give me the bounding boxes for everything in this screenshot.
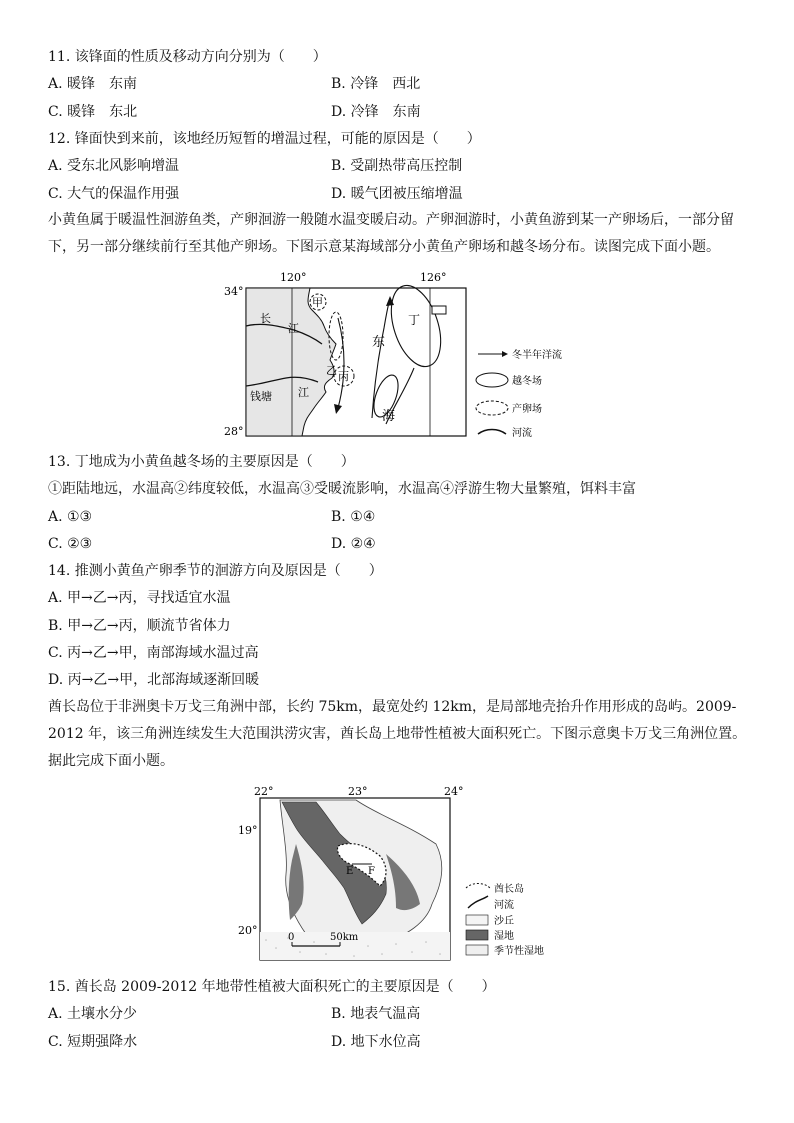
- q13-option-d[interactable]: D. ②④: [331, 536, 376, 552]
- legend-dune-symbol: [466, 915, 488, 925]
- lat-20-label: 20°: [238, 924, 258, 937]
- lat-19-label: 19°: [238, 824, 258, 837]
- river-chang-label: 长: [260, 312, 271, 325]
- q11-option-b[interactable]: B. 冷锋 西北: [331, 76, 421, 92]
- q11-option-a[interactable]: A. 暖锋 东南: [48, 76, 138, 92]
- river-jiang-label: 江: [288, 322, 299, 335]
- legend-island-label: 酋长岛: [494, 884, 524, 895]
- q13-option-b[interactable]: B. ①④: [331, 509, 376, 525]
- q13-option-c[interactable]: C. ②③: [48, 536, 93, 552]
- jia-label: 甲: [312, 296, 323, 309]
- q12-option-b[interactable]: B. 受副热带高压控制: [331, 158, 463, 174]
- lon-22-label: 22°: [254, 785, 274, 798]
- dong-label: 东: [372, 335, 386, 350]
- q12-option-c[interactable]: C. 大气的保温作用强: [48, 186, 180, 202]
- lat-28-label: 28°: [224, 425, 244, 438]
- legend-spawning-symbol: [476, 401, 508, 415]
- yi-label: 乙: [326, 364, 337, 377]
- q15-option-b[interactable]: B. 地表气温高: [331, 1006, 421, 1022]
- river-jiang2-label: 江: [298, 386, 309, 399]
- q14-option-a[interactable]: A. 甲→乙→丙，寻找适宜水温: [48, 590, 231, 606]
- lon-24-label: 24°: [444, 785, 464, 798]
- q13-stem: 13. 丁地成为小黄鱼越冬场的主要原因是（ ）: [48, 454, 355, 470]
- q12-option-a[interactable]: A. 受东北风影响增温: [48, 158, 180, 174]
- q12-option-d[interactable]: D. 暖气团被压缩增温: [331, 186, 463, 202]
- lat-34-label: 34°: [224, 285, 244, 298]
- bing-label: 丙: [338, 370, 349, 383]
- passage-fish: 小黄鱼属于暖温性洄游鱼类，产卵洄游一般随水温变暖启动。产卵洄游时，小黄鱼游到某一产卵场后，一部分留下，另一部分继续前行至其他产卵场。下图示意某海域部分小黄鱼产卵场和越冬场分布。读图完成下面小题。: [48, 212, 734, 255]
- legend-current-label: 冬半年洋流: [512, 350, 562, 361]
- legend-dune-label: 沙丘: [494, 916, 514, 927]
- q11-stem: 11. 该锋面的性质及移动方向分别为（ ）: [48, 49, 327, 65]
- legend-wintering-label: 越冬场: [512, 376, 542, 387]
- legend-spawning-label: 产卵场: [512, 404, 542, 415]
- passage-okavango: 酋长岛位于非洲奥卡万戈三角洲中部，长约 75km，最宽处约 12km，是局部地壳抬升作用形成的岛屿。2009-2012 年，该三角洲连续发生大范围洪涝灾害，酋长岛上地带性植被大面积死亡。下图示意奥卡万戈三角洲位置。据此完成下面小题。: [48, 699, 747, 769]
- lon-23-label: 23°: [348, 785, 368, 798]
- lon-126-label: 126°: [420, 271, 447, 284]
- legend-river-label: 河流: [512, 428, 532, 439]
- q11-option-c[interactable]: C. 暖锋 东北: [48, 104, 138, 120]
- q14-option-b[interactable]: B. 甲→乙→丙，顺流节省体力: [48, 618, 231, 634]
- q15-option-a[interactable]: A. 土壤水分少: [48, 1006, 138, 1022]
- q14-option-c[interactable]: C. 丙→乙→甲，南部海域水温过高: [48, 645, 259, 661]
- island-shape: [432, 306, 446, 314]
- okavango-map: [236, 784, 566, 962]
- scale-length: 50km: [330, 932, 359, 943]
- ding-label: 丁: [408, 313, 421, 327]
- legend-wintering-symbol: [476, 373, 508, 387]
- fish-map: [222, 268, 562, 440]
- legend-river-symbol: [468, 896, 488, 908]
- q15-stem: 15. 酋长岛 2009-2012 年地带性植被大面积死亡的主要原因是（ ）: [48, 979, 496, 995]
- label-f: F: [368, 866, 375, 877]
- lon-120-label: 120°: [280, 271, 307, 284]
- q15-option-c[interactable]: C. 短期强降水: [48, 1034, 138, 1050]
- river-qiantang-label: 钱塘: [250, 390, 272, 403]
- q14-option-d[interactable]: D. 丙→乙→甲，北部海域逐渐回暖: [48, 672, 260, 688]
- q15-option-d[interactable]: D. 地下水位高: [331, 1034, 421, 1050]
- legend-island-symbol: [466, 884, 490, 889]
- q11-option-d[interactable]: D. 冷锋 东南: [331, 104, 421, 120]
- q12-stem: 12. 锋面快到来前，该地经历短暂的增温过程，可能的原因是（ ）: [48, 131, 481, 147]
- legend-seasonal-label: 季节性湿地: [494, 946, 544, 957]
- q13-reasons: ①距陆地远，水温高②纬度较低，水温高③受暖流影响，水温高④浮游生物大量繁殖，饵料丰富: [48, 481, 636, 497]
- q13-option-a[interactable]: A. ①③: [48, 509, 93, 525]
- legend-river2-label: 河流: [494, 900, 514, 911]
- legend-seasonal-symbol: [466, 945, 488, 955]
- legend-wetland-label: 湿地: [494, 931, 514, 942]
- label-e: E: [346, 866, 354, 877]
- legend-wetland-symbol: [466, 930, 488, 940]
- scale-zero: 0: [288, 932, 295, 943]
- hai-label: 海: [382, 409, 396, 424]
- q14-stem: 14. 推测小黄鱼产卵季节的洄游方向及原因是（ ）: [48, 563, 383, 579]
- legend-river-symbol: [478, 430, 506, 435]
